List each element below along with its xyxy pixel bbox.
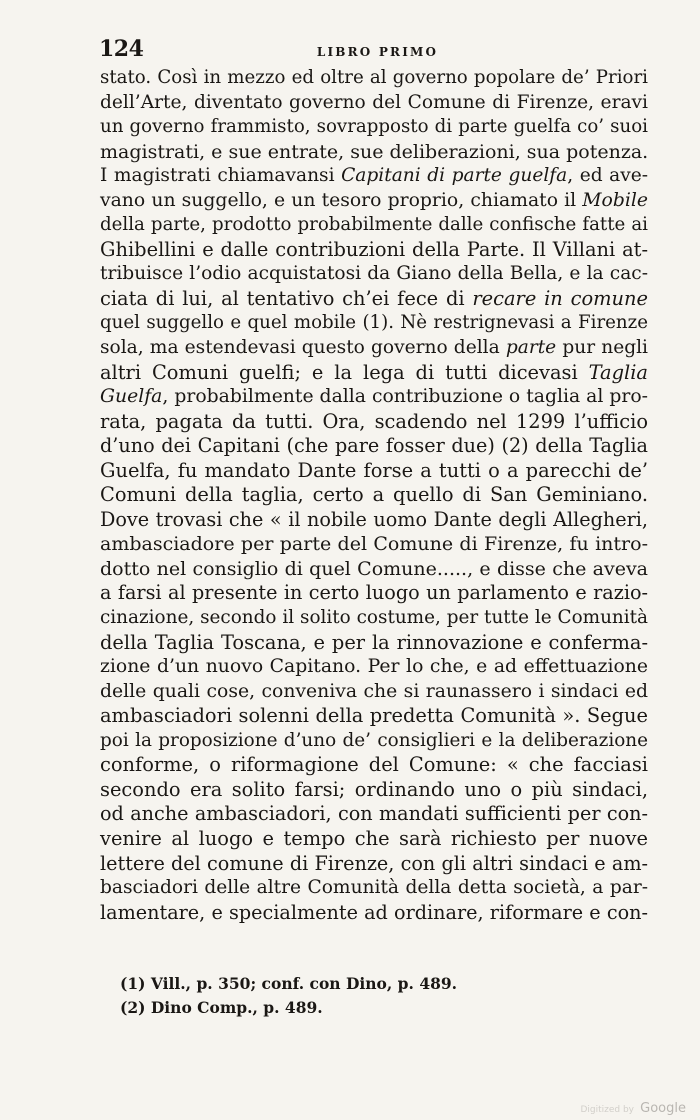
- text-span: ambasciadori solenni della predetta Comunità ». Segue: [100, 704, 648, 728]
- text-span: dotto nel consiglio di quel Comune....., e disse che aveva: [100, 557, 648, 580]
- text-span: Guelfa, fu mandato Dante forse a tutti o a parecchi de’: [100, 458, 648, 482]
- text-line: [100, 753, 648, 778]
- footnotes: [120, 972, 620, 1020]
- text-line: [100, 483, 648, 508]
- italic-span: Taglia: [588, 360, 648, 384]
- text-span: basciadori delle altre Comunità della detta società, a par-: [100, 877, 648, 899]
- italic-span: Mobile: [582, 189, 648, 211]
- text-span: delle quali cose, conveniva che si raunassero i sindaci ed: [100, 680, 648, 702]
- text-line: [100, 164, 648, 189]
- text-line: [100, 532, 648, 557]
- text-line: [100, 459, 648, 484]
- text-line: [100, 140, 648, 165]
- text-line: [100, 434, 648, 459]
- text-line: [100, 557, 648, 582]
- text-span: Dove trovasi che « il nobile uomo Dante degli Allegheri,: [100, 507, 648, 531]
- italic-span: Guelfa: [100, 386, 163, 408]
- text-span: rata, pagata da tutti. Ora, scadendo nel 1299 l’ufficio: [100, 409, 648, 433]
- text-span: zione d’un nuovo Capitano. Per lo che, e ad effettuazione: [100, 656, 648, 678]
- text-line: [100, 778, 648, 803]
- text-span: poi la proposizione d’uno de’ consiglieri e la deliberazione: [100, 729, 648, 751]
- text-span: conforme, o riformagione del Comune: « che facciasi: [100, 753, 648, 777]
- text-line: [100, 729, 648, 754]
- text-line: [100, 606, 648, 631]
- text-span: , ed ave-: [567, 165, 648, 187]
- text-span: lamentare, e specialmente ad ordinare, riformare e con-: [100, 900, 648, 924]
- text-line: [100, 66, 648, 91]
- text-line: [100, 189, 648, 214]
- text-line: [100, 213, 648, 238]
- italic-span: parte: [505, 337, 557, 359]
- text-span: a farsi al presente in certo luogo un parlamento e razio-: [100, 581, 648, 605]
- text-span: dell’Arte, diventato governo del Comune di Firenze, eravi: [100, 91, 648, 113]
- text-span: cinazione, secondo il solito costume, per tutte le Comunità: [100, 607, 648, 629]
- text-span: Comuni della taglia, certo a quello di San Geminiano.: [100, 483, 648, 507]
- text-span: d’uno dei Capitani (che pare fosser due) (2) della Taglia: [100, 434, 648, 458]
- text-line: [100, 802, 648, 827]
- watermark-brand: Google: [640, 1101, 686, 1116]
- text-span: pur negli: [556, 337, 648, 359]
- text-span: vano un suggello, e un tesoro proprio, chiamato il: [100, 189, 583, 211]
- text-line: [100, 311, 648, 336]
- text-line: [100, 508, 648, 533]
- text-line: [100, 361, 648, 386]
- text-span: un governo frammisto, sovrapposto di parte guelfa co’ suoi: [100, 116, 648, 138]
- text-span: tribuisce l’odio acquistatosi da Giano della Bella, e la cac-: [100, 263, 648, 285]
- text-span: ciata di lui, al tentativo ch’ei fece di: [100, 286, 473, 310]
- running-title: LIBRO PRIMO: [316, 45, 439, 59]
- text-line: [100, 827, 648, 852]
- text-line: [100, 238, 648, 263]
- text-span: sola, ma estendevasi questo governo della: [100, 337, 506, 359]
- italic-span: recare in comune: [472, 286, 648, 310]
- italic-span: Capitani di parte guelfa: [341, 165, 568, 187]
- text-span: ambasciadore per parte del Comune di Firenze, fu intro-: [100, 533, 648, 556]
- text-span: lettere del comune di Firenze, con gli altri sindaci e am-: [100, 851, 648, 875]
- text-span: magistrati, e sue entrate, sue deliberazioni, sua potenza.: [100, 140, 649, 163]
- text-line: [100, 410, 648, 435]
- text-line: [100, 655, 648, 680]
- text-span: I magistrati chiamavansi: [100, 165, 342, 187]
- text-span: della Taglia Toscana, e per la rinnovazione e conferma-: [100, 630, 648, 654]
- text-line: [100, 262, 648, 287]
- page-header: [99, 36, 656, 66]
- text-span: od anche ambasciadori, con mandati sufficienti per con-: [100, 802, 648, 826]
- text-span: venire al luogo e tempo che sarà richiesto per nuove: [100, 826, 648, 850]
- text-span: altri Comuni guelfi; e la lega di tutti dicevasi: [100, 360, 589, 384]
- text-span: secondo era solito farsi; ordinando uno o più sindaci,: [100, 777, 648, 801]
- text-line: [100, 852, 648, 877]
- text-line: [100, 901, 648, 926]
- google-watermark: [580, 1101, 686, 1116]
- footnote: (1) Vill., p. 350; conf. con Dino, p. 489.: [120, 974, 458, 993]
- footnote: (2) Dino Comp., p. 489.: [120, 998, 323, 1017]
- text-line: [100, 876, 648, 901]
- text-line: [100, 115, 648, 140]
- watermark-prefix: Digitized by: [580, 1105, 635, 1115]
- text-line: [100, 287, 648, 312]
- text-span: quel suggello e quel mobile (1). Nè restrignevasi a Firenze: [100, 312, 648, 334]
- body-text: [100, 66, 648, 925]
- page-number: 124: [99, 36, 144, 62]
- text-line: [100, 336, 648, 361]
- text-line: [100, 385, 648, 410]
- text-span: della parte, prodotto probabilmente dalle confische fatte ai: [100, 214, 648, 236]
- text-span: , probabilmente dalla contribuzione o taglia al pro-: [162, 386, 648, 408]
- text-span: stato. Così in mezzo ed oltre al governo popolare de’ Priori: [100, 67, 648, 88]
- text-line: [100, 631, 648, 656]
- text-span: Ghibellini e dalle contribuzioni della Parte. Il Villani at-: [100, 237, 648, 261]
- text-line: [100, 680, 648, 705]
- text-line: [100, 91, 648, 116]
- text-line: [100, 581, 648, 606]
- text-line: [100, 704, 648, 729]
